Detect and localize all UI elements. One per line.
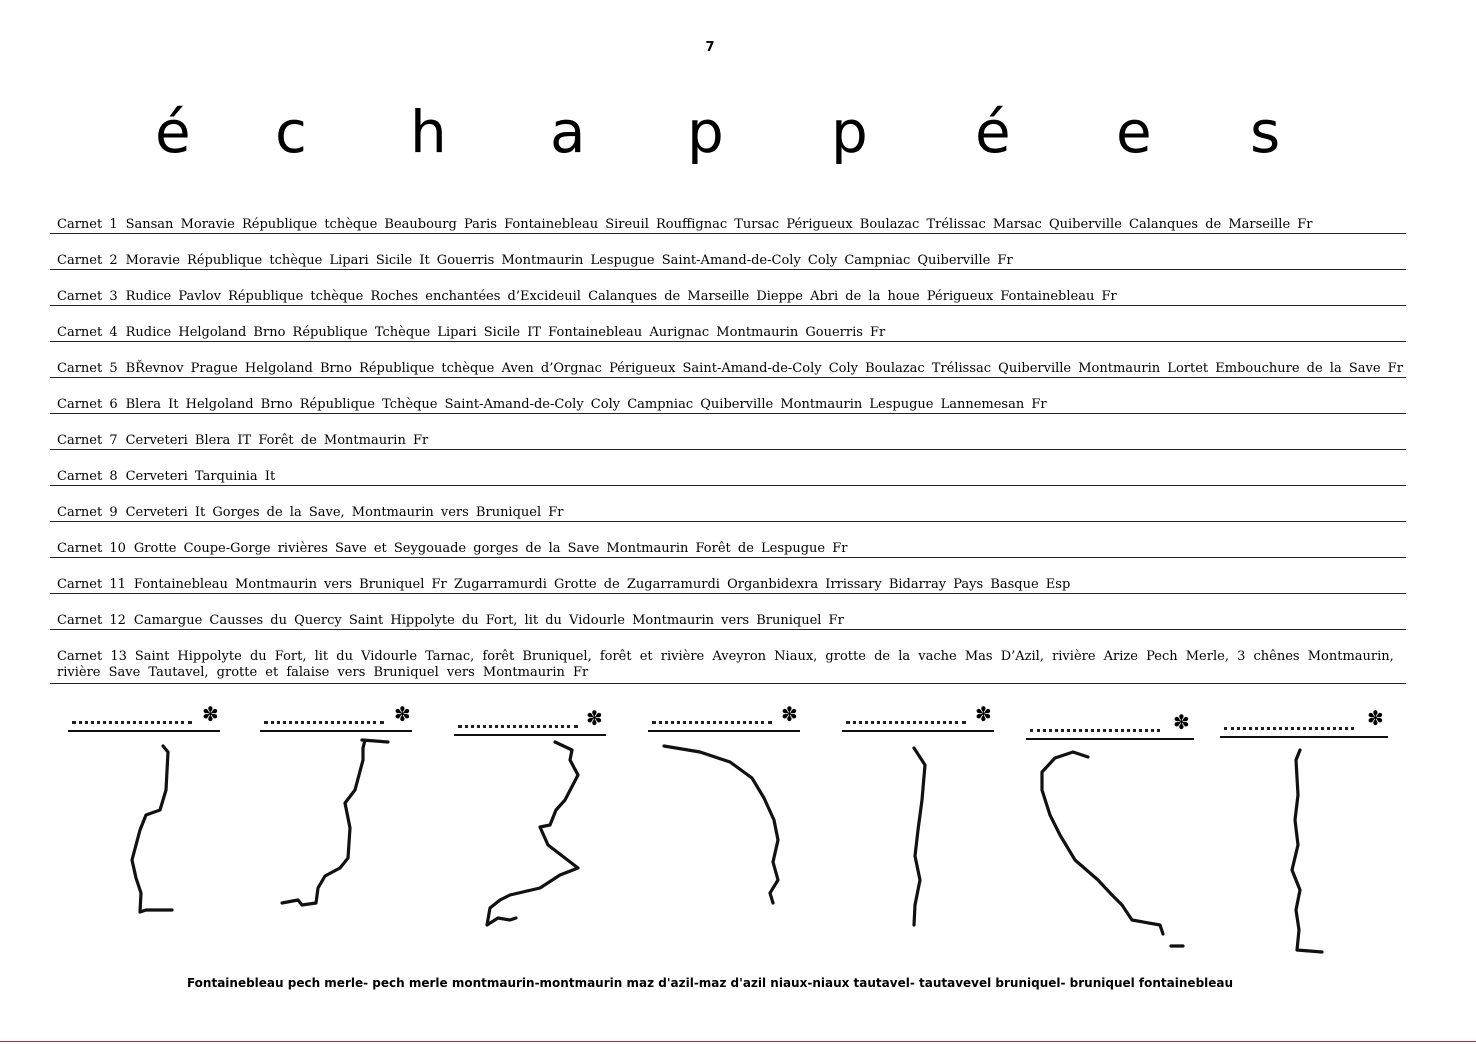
carnet-places: Camargue Causses du Quercy Saint Hippolyte du Fort, lit du Vidourle Montmaurin vers Bruniquel Fr [133,613,844,628]
carnet-label: Carnet 8 [57,469,118,484]
route-path-5 [914,748,925,925]
compass-rose-icon: ✽ [1367,706,1384,730]
carnet-places: Cerveteri Tarquinia It [125,469,276,484]
title-letter: c [275,98,307,166]
carnet-label: Carnet 11 [57,577,126,592]
compass-rose-icon: ✽ [781,702,798,726]
carnet-label: Carnet 12 [57,613,126,628]
page-number: 7 [705,40,715,55]
route-path-4 [664,746,778,903]
carnet-places: Grotte Coupe-Gorge rivières Save et Seygouade gorges de la Save Montmaurin Forêt de Lespugue Fr [133,541,848,556]
compass-rose-icon: ✽ [1173,710,1190,734]
carnet-places: Cerveteri Blera IT Forêt de Montmaurin Fr [125,433,429,448]
title-letter: p [831,98,868,166]
carnet-places: Saint Hippolyte du Fort, lit du Vidourle Tarnac, forêt Bruniquel, forêt et rivière Aveyron Niaux, grotte de la vache Mas D’Azil, rivière Arize Pech Merle, 3 chênes Montmaurin, rivière Save Tautavel, grotte et falaise vers Bruniquel vers Montmaurin Fr [57,649,1394,680]
carnet-places: Rudice Pavlov République tchèque Roches enchantées d’Excideuil Calanques de Marseille Dieppe Abri de la houe Périgueux Fontainebleau Fr [125,289,1117,304]
carnet-label: Carnet 1 [57,217,118,232]
bottom-rule [0,1041,1476,1042]
carnet-places: Moravie République tchèque Lipari Sicile It Gouerris Montmaurin Lespugue Saint-Amand-de-Coly Coly Campniac Quiberville Fr [125,253,1013,268]
title-letter: é [155,98,191,166]
route-path-1 [132,746,172,912]
carnet-places: Blera It Helgoland Brno République Tchèque Saint-Amand-de-Coly Coly Campniac Quiberville Montmaurin Lespugue Lannemesan Fr [125,397,1047,412]
carnet-label: Carnet 3 [57,289,118,304]
carnet-places: Cerveteri It Gorges de la Save, Montmaurin vers Bruniquel Fr [125,505,564,520]
carnet-label: Carnet 2 [57,253,118,268]
compass-rose-icon: ✽ [586,706,603,730]
route-path-7 [1292,750,1322,952]
map-caption: Fontainebleau pech merle- pech merle montmaurin-montmaurin maz d'azil-maz d'azil niaux-niaux tautavel- tautavevel bruniquel- bruniquel fontainebleau [186,976,1234,990]
carnet-label: Carnet 6 [57,397,118,412]
title-letter: s [1250,98,1281,166]
carnet-label: Carnet 7 [57,433,118,448]
title-letter: h [410,98,447,166]
carnet-label: Carnet 9 [57,505,118,520]
carnet-places: BŘevnov Prague Helgoland Brno République tchèque Aven d’Orgnac Périgueux Saint-Amand-de-Coly Coly Boulazac Trélissac Quiberville Montmaurin Lortet Embouchure de la Save Fr [125,361,1403,376]
route-path-2 [282,740,388,905]
carnet-label: Carnet 13 [57,649,127,664]
carnet-label: Carnet 10 [57,541,126,556]
compass-rose-icon: ✽ [975,702,992,726]
compass-rose-icon: ✽ [202,702,219,726]
carnet-label: Carnet 4 [57,325,118,340]
route-path-6 [1042,752,1183,946]
carnet-label: Carnet 5 [57,361,118,376]
route-path-3 [487,742,578,925]
carnet-places: Fontainebleau Montmaurin vers Bruniquel Fr Zugarramurdi Grotte de Zugarramurdi Organbidexra Irrissary Bidarray Pays Basque Esp [133,577,1071,592]
title-letter: e [1116,98,1152,166]
title-letter: é [975,98,1011,166]
title-letter: a [550,98,586,166]
title-letter: p [687,98,724,166]
compass-rose-icon: ✽ [394,702,411,726]
carnet-places: Rudice Helgoland Brno République Tchèque Lipari Sicile IT Fontainebleau Aurignac Montmaurin Gouerris Fr [125,325,886,340]
carnet-places: Sansan Moravie République tchèque Beaubourg Paris Fontainebleau Sireuil Rouffignac Tursac Périgueux Boulazac Trélissac Marsac Quiberville Calanques de Marseille Fr [125,217,1313,232]
